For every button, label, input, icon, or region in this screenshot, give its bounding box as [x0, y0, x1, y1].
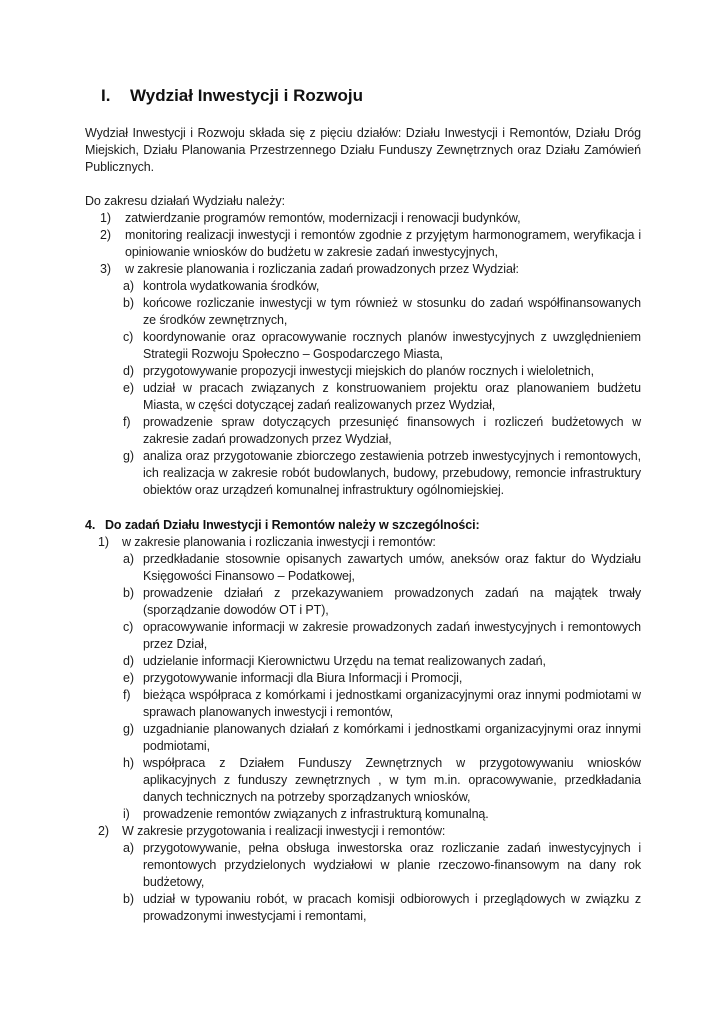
list-item: [85, 261, 641, 278]
list-item-text: uzgadnianie planowanych działań z komórkami i jednostkami organizacyjnymi oraz innymi podmiotami,: [143, 722, 641, 753]
list-item-text: w zakresie planowania i rozliczania zadań prowadzonych przez Wydział:: [125, 262, 519, 276]
scope-lead: Do zakresu działań Wydziału należy:: [85, 194, 285, 208]
list-item: [85, 534, 641, 551]
list-item-marker: 1): [98, 535, 109, 549]
list-item: [85, 806, 641, 823]
list-item-text: koordynowanie oraz opracowywanie rocznych planów inwestycyjnych z uwzględnieniem Strategii Rozwoju Społeczno – Gospodarczego Miasta,: [143, 330, 641, 361]
tasks-list: [85, 534, 641, 925]
list-item-marker: i): [123, 807, 130, 821]
list-item: [85, 210, 641, 227]
list-item-marker: b): [123, 892, 134, 906]
list-item-text: analiza oraz przygotowanie zbiorczego zestawienia potrzeb inwestycyjnych i remontowych, ich realizacja w zakresie robót budowlanych, budowy, przebudowy, remoncie infrastruktury obiektów oraz urządzeń komunalnej infrastruktury ogólnomiejskiej.: [143, 449, 641, 497]
list-item: [85, 278, 641, 295]
scope-list: [85, 210, 641, 499]
list-item-marker: 2): [100, 228, 111, 242]
list-item-text: w zakresie planowania i rozliczania inwestycji i remontów:: [122, 535, 436, 549]
section-heading: [85, 86, 641, 106]
list-item: [85, 823, 641, 840]
list-item-text: monitoring realizacji inwestycji i remontów zgodnie z przyjętym harmonogramem, weryfikacja i opiniowanie wniosków do budżetu w zakresie zadań inwestycyjnych,: [125, 228, 641, 259]
list-item-text: przygotowywanie propozycji inwestycji miejskich do planów rocznych i wieloletnich,: [143, 364, 595, 378]
list-item-marker: c): [123, 330, 134, 344]
list-item: [85, 363, 641, 380]
tasks-heading-text: Do zadań Działu Inwestycji i Remontów należy w szczególności:: [105, 518, 480, 532]
list-item: [85, 380, 641, 414]
list-item-marker: 2): [98, 824, 109, 838]
list-item-text: udział w typowaniu robót, w pracach komisji odbiorowych i przeglądowych w związku z prowadzonymi inwestycjami i remontami,: [143, 892, 641, 923]
list-item-marker: f): [123, 415, 131, 429]
list-item-marker: d): [123, 654, 134, 668]
list-item-marker: e): [123, 671, 134, 685]
list-item-text: zatwierdzanie programów remontów, modernizacji i renowacji budynków,: [125, 211, 521, 225]
list-item: [85, 840, 641, 891]
list-item: [85, 670, 641, 687]
list-item-text: udział w pracach związanych z konstruowaniem projektu oraz planowaniem budżetu Miasta, w części dotyczącej zadań realizowanych przez Wydział,: [143, 381, 641, 412]
list-item-marker: 3): [100, 262, 111, 276]
list-item-marker: a): [123, 841, 134, 855]
list-item: [85, 227, 641, 261]
list-item: [85, 551, 641, 585]
list-item-marker: b): [123, 296, 134, 310]
list-item-marker: e): [123, 381, 134, 395]
list-item-marker: d): [123, 364, 134, 378]
tasks-heading: [85, 517, 641, 534]
list-item-text: końcowe rozliczanie inwestycji w tym również w stosunku do zadań współfinansowanych ze środków zewnętrznych,: [143, 296, 641, 327]
list-item-text: współpraca z Działem Funduszy Zewnętrznych w przygotowywaniu wniosków aplikacyjnych z funduszy zewnętrznych , w tym m.in. opracowywanie, przedkładania danych technicznych na potrzeby sporządzanych wniosków,: [143, 756, 641, 804]
list-item: [85, 891, 641, 925]
list-item-text: opracowywanie informacji w zakresie prowadzonych zadań inwestycyjnych i remontowych przez Dział,: [143, 620, 641, 651]
list-item-marker: f): [123, 688, 131, 702]
list-item-marker: g): [123, 449, 134, 463]
list-item-marker: 1): [100, 211, 111, 225]
list-item-marker: a): [123, 552, 134, 566]
list-item-text: udzielanie informacji Kierownictwu Urzędu na temat realizowanych zadań,: [143, 654, 546, 668]
list-item: [85, 585, 641, 619]
list-item-text: prowadzenie remontów związanych z infrastrukturą komunalną.: [143, 807, 489, 821]
list-item: [85, 329, 641, 363]
list-item: [85, 414, 641, 448]
list-item: [85, 653, 641, 670]
list-item-marker: h): [123, 756, 134, 770]
list-item-text: prowadzenie działań z przekazywaniem prowadzonych zadań na majątek trwały (sporządzanie dowodów OT i PT),: [143, 586, 641, 617]
list-item: [85, 687, 641, 721]
tasks-heading-number: 4.: [85, 518, 96, 532]
list-item-marker: a): [123, 279, 134, 293]
list-item: [85, 295, 641, 329]
list-item-marker: b): [123, 586, 134, 600]
list-item: [85, 721, 641, 755]
list-item: [85, 448, 641, 499]
list-item-marker: c): [123, 620, 134, 634]
list-item: [85, 755, 641, 806]
list-item-text: przedkładanie stosownie opisanych zawartych umów, aneksów oraz faktur do Wydziału Księgowości Finansowo – Podatkowej,: [143, 552, 641, 583]
list-item: [85, 619, 641, 653]
list-item-text: prowadzenie spraw dotyczących przesunięć finansowych i rozliczeń budżetowych w zakresie zadań prowadzonych przez Wydział,: [143, 415, 641, 446]
heading-number: I.: [101, 86, 111, 105]
list-item-marker: g): [123, 722, 134, 736]
list-item-text: W zakresie przygotowania i realizacji inwestycji i remontów:: [122, 824, 446, 838]
list-item-text: kontrola wydatkowania środków,: [143, 279, 320, 293]
list-item-text: przygotowywanie, pełna obsługa inwestorska oraz rozliczanie zadań inwestycyjnych i remontowych przydzielonych wydziałowi w planie rzeczowo-finansowym na dany rok budżetowy,: [143, 841, 641, 889]
list-item-text: bieżąca współpraca z komórkami i jednostkami organizacyjnymi oraz innymi podmiotami w sprawach planowanych inwestycji i remontów,: [143, 688, 641, 719]
intro-paragraph: Wydział Inwestycji i Rozwoju składa się z pięciu działów: Działu Inwestycji i Remontów, Działu Dróg Miejskich, Działu Planowania Przestrzennego Działu Funduszy Zewnętrznych oraz Działu Zamówień Publicznych.: [85, 126, 641, 174]
tasks-section: [85, 517, 641, 925]
heading-title: Wydział Inwestycji i Rozwoju: [130, 86, 364, 105]
list-item-text: przygotowywanie informacji dla Biura Informacji i Promocji,: [143, 671, 463, 685]
